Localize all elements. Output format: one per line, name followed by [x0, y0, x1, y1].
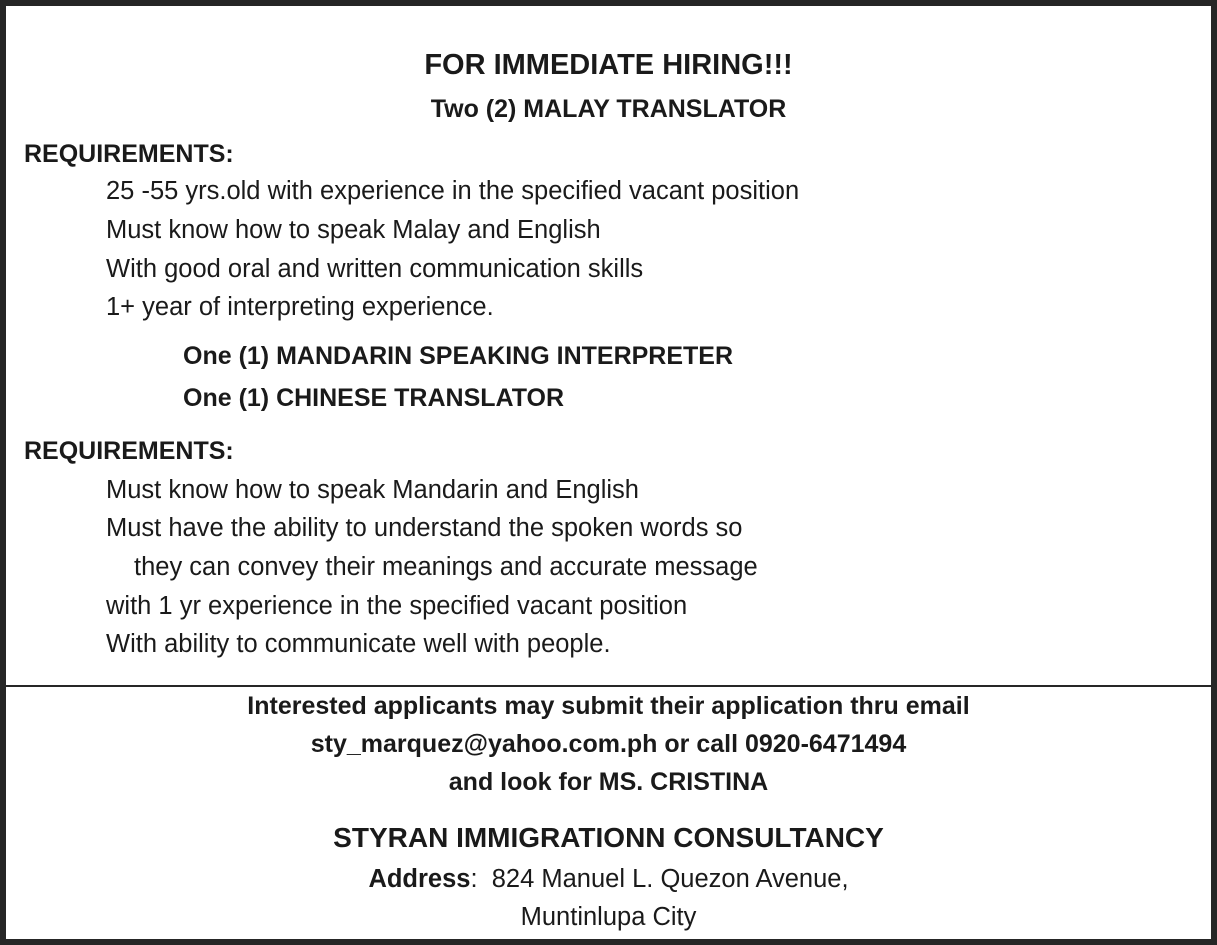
contact-line: Interested applicants may submit their application thru email [247, 692, 970, 720]
contact-person: and look for MS. CRISTINA [448, 768, 769, 796]
requirement-item: 1+ year of interpreting experience. [106, 293, 494, 321]
requirement-item: 25 -55 yrs.old with experience in the specified vacant position [106, 177, 800, 205]
company-city: Muntinlupa City [520, 903, 697, 931]
requirement-item: with 1 yr experience in the specified vacant position [106, 592, 688, 620]
address-label: Address [368, 865, 471, 893]
headline: FOR IMMEDIATE HIRING!!! [424, 49, 793, 81]
requirement-item: they can convey their meanings and accurate message [134, 553, 758, 581]
requirement-item: With ability to communicate well with people. [106, 630, 611, 658]
position-chinese-translator: One (1) CHINESE TRANSLATOR [183, 384, 565, 412]
requirements-heading: REQUIREMENTS: [24, 437, 234, 465]
position-malay-translator: Two (2) MALAY TRANSLATOR [430, 95, 787, 123]
position-mandarin-interpreter: One (1) MANDARIN SPEAKING INTERPRETER [183, 342, 734, 370]
address-separator: : [470, 865, 492, 893]
requirements-heading: REQUIREMENTS: [24, 140, 234, 168]
requirement-item: Must know how to speak Mandarin and English [106, 476, 639, 504]
requirement-item: With good oral and written communication skills [106, 255, 644, 283]
contact-email-phone: sty_marquez@yahoo.com.ph or call 0920-6471494 [310, 730, 907, 758]
address-street: 824 Manuel L. Quezon Avenue, [491, 865, 849, 893]
company-name: STYRAN IMMIGRATIONN CONSULTANCY [333, 822, 884, 853]
section-divider [6, 685, 1211, 687]
requirement-item: Must have the ability to understand the spoken words so [106, 514, 743, 542]
requirement-item: Must know how to speak Malay and English [106, 216, 601, 244]
job-details-section [6, 6, 1211, 684]
company-address [6, 867, 1211, 893]
